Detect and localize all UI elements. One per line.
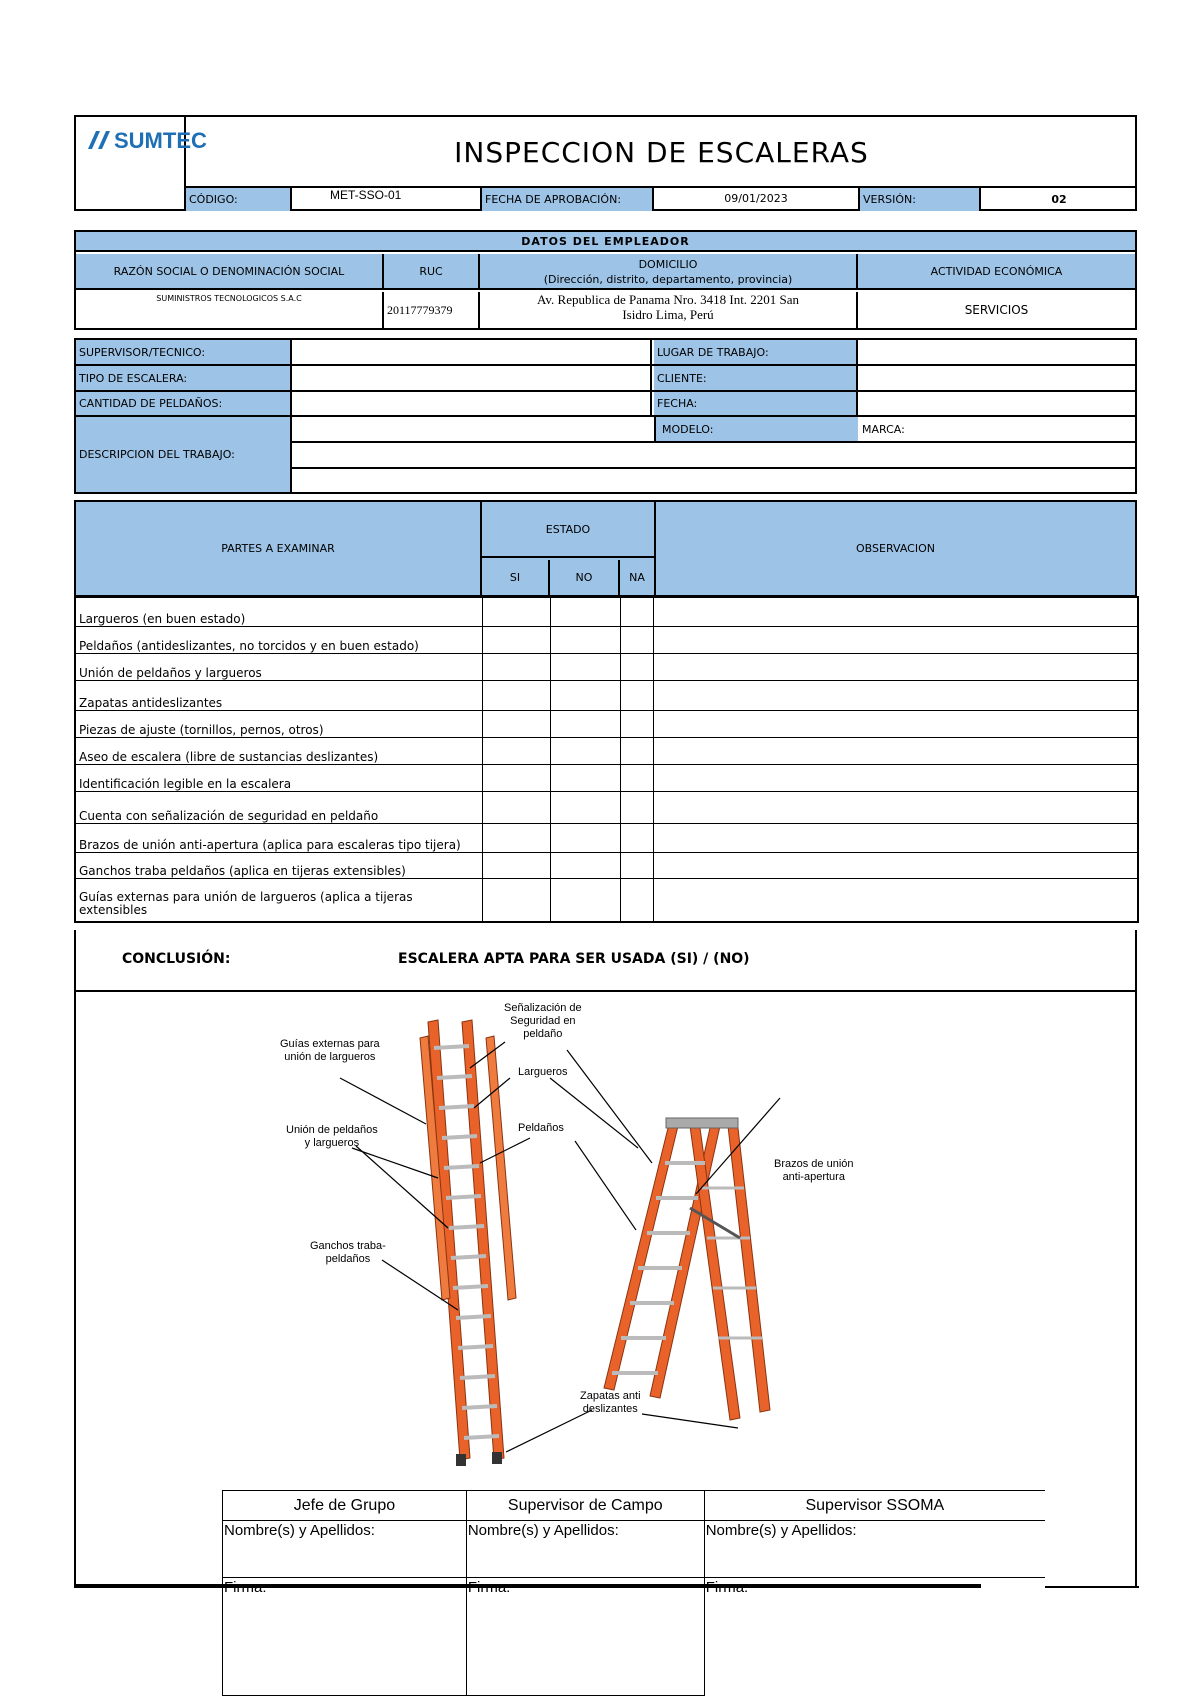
partes-header: PARTES A EXAMINAR (76, 502, 482, 595)
logo-cell (74, 115, 207, 211)
domicilio-label: DOMICILIO (638, 258, 698, 271)
employer-title: DATOS DEL EMPLEADOR (76, 232, 1135, 252)
inspection-table (74, 596, 1139, 923)
part-label: Zapatas antideslizantes (75, 680, 482, 710)
codigo-value: MET-SSO-01 (330, 188, 402, 202)
part-label: Brazos de unión anti-apertura (aplica para escaleras tipo tijera) (75, 823, 482, 852)
part-label: Identificación legible en la escalera (75, 764, 482, 791)
si-cell[interactable] (482, 597, 550, 626)
na-cell[interactable] (620, 626, 654, 653)
si-cell[interactable] (482, 710, 550, 737)
label-union: Unión de peldaños y largueros (286, 1124, 378, 1149)
part-label: Aseo de escalera (libre de sustancias deslizantes) (75, 737, 482, 764)
nombre-field-ssoma[interactable]: Nombre(s) y Apellidos: (704, 1521, 1045, 1578)
firma-field-jefe[interactable]: Firma: (223, 1578, 467, 1696)
lugar-trabajo-label: LUGAR DE TRABAJO: (654, 340, 858, 364)
domicilio-line-2: Isidro Lima, Perú (622, 307, 714, 322)
table-row (75, 597, 1138, 626)
observacion-cell[interactable] (654, 791, 1138, 823)
cantidad-peldanos-input[interactable] (294, 392, 652, 415)
si-cell[interactable] (482, 852, 550, 878)
si-cell[interactable] (482, 737, 550, 764)
observacion-cell[interactable] (654, 878, 1138, 922)
table-row (75, 823, 1138, 852)
nombre-field-jefe[interactable]: Nombre(s) y Apellidos: (223, 1521, 467, 1578)
label-zapatas: Zapatas anti deslizantes (580, 1390, 641, 1415)
signature-header-ssoma: Supervisor SSOMA (704, 1491, 1045, 1521)
no-cell[interactable] (550, 791, 620, 823)
no-cell[interactable] (550, 878, 620, 922)
conclusion-label: CONCLUSIÓN: (122, 951, 231, 967)
observacion-cell[interactable] (654, 597, 1138, 626)
signature-table (222, 1490, 1045, 1696)
observacion-cell[interactable] (654, 680, 1138, 710)
page-title: INSPECCION DE ESCALERAS (454, 135, 869, 169)
si-cell[interactable] (482, 878, 550, 922)
razon-social-value: SUMINISTROS TECNOLOGICOS S.A.C (76, 292, 384, 328)
part-label: Ganchos traba peldaños (aplica en tijeras extensibles) (75, 852, 482, 878)
no-cell[interactable] (550, 653, 620, 680)
na-cell[interactable] (620, 653, 654, 680)
marca-label: MARCA: (862, 422, 905, 436)
observacion-header: OBSERVACION (654, 502, 1135, 595)
supervisor-label: SUPERVISOR/TECNICO: (76, 340, 292, 364)
codigo-label: CÓDIGO: (186, 188, 292, 211)
version-value: 02 (1051, 193, 1067, 206)
version-label: VERSIÓN: (858, 188, 981, 211)
label-largueros: Largueros (518, 1066, 568, 1078)
conclusion-text: ESCALERA APTA PARA SER USADA (SI) / (NO) (398, 951, 750, 967)
observacion-cell[interactable] (654, 764, 1138, 791)
descripcion-input[interactable] (294, 443, 1135, 492)
signature-header-campo: Supervisor de Campo (466, 1491, 704, 1521)
firma-field-campo[interactable]: Firma: (466, 1578, 704, 1696)
ruc-value: 20117779379 (384, 292, 480, 328)
si-cell[interactable] (482, 823, 550, 852)
table-row (75, 791, 1138, 823)
razon-social-header: RAZÓN SOCIAL O DENOMINACIÓN SOCIAL (76, 254, 384, 290)
table-row (75, 710, 1138, 737)
tipo-escalera-label: TIPO DE ESCALERA: (76, 366, 292, 390)
cantidad-peldanos-label: CANTIDAD DE PELDAÑOS: (76, 392, 292, 415)
no-cell[interactable] (550, 680, 620, 710)
step-ladder-image (604, 1118, 770, 1420)
si-cell[interactable] (482, 626, 550, 653)
na-cell[interactable] (620, 680, 654, 710)
actividad-header: ACTIVIDAD ECONÓMICA (858, 254, 1135, 290)
tipo-escalera-input[interactable] (294, 366, 652, 390)
table-row (75, 764, 1138, 791)
ruc-header: RUC (384, 254, 480, 290)
estado-header: ESTADO (482, 502, 654, 558)
fecha-input[interactable] (860, 392, 1135, 415)
fecha-label: FECHA: (654, 392, 858, 415)
table-row (75, 852, 1138, 878)
si-cell[interactable] (482, 764, 550, 791)
lugar-trabajo-input[interactable] (860, 340, 1135, 364)
label-peldanos: Peldaños (518, 1122, 564, 1134)
domicilio-line-1: Av. Republica de Panama Nro. 3418 Int. 2201 San (536, 292, 800, 307)
na-cell[interactable] (620, 852, 654, 878)
label-guias: Guías externas para unión de largueros (280, 1038, 380, 1063)
part-label: Largueros (en buen estado) (75, 597, 482, 626)
part-label: Piezas de ajuste (tornillos, pernos, otros) (75, 710, 482, 737)
na-cell[interactable] (620, 791, 654, 823)
domicilio-sublabel: (Dirección, distrito, departamento, provincia) (543, 273, 793, 286)
no-cell[interactable] (550, 852, 620, 878)
descripcion-label: DESCRIPCION DEL TRABAJO: (76, 417, 292, 492)
label-senalizacion: Señalización de Seguridad en peldaño (504, 1002, 582, 1040)
logo-text: SUMTEC (114, 128, 207, 153)
na-cell[interactable] (620, 764, 654, 791)
no-cell[interactable] (550, 823, 620, 852)
no-cell[interactable] (550, 764, 620, 791)
na-cell[interactable] (620, 737, 654, 764)
domicilio-header (480, 254, 858, 290)
logo-mark-icon (84, 127, 114, 153)
part-label: Peldaños (antideslizantes, no torcidos y en buen estado) (75, 626, 482, 653)
si-cell[interactable] (482, 791, 550, 823)
na-cell[interactable] (620, 597, 654, 626)
observacion-cell[interactable] (654, 823, 1138, 852)
no-cell[interactable] (550, 737, 620, 764)
si-cell[interactable] (482, 653, 550, 680)
cliente-input[interactable] (860, 366, 1135, 390)
na-cell[interactable] (620, 878, 654, 922)
table-row (75, 653, 1138, 680)
extension-ladder-image (420, 1020, 516, 1466)
na-cell[interactable] (620, 710, 654, 737)
firma-field-ssoma[interactable]: Firma: (704, 1578, 1045, 1696)
actividad-value: SERVICIOS (964, 303, 1029, 317)
cliente-label: CLIENTE: (654, 366, 858, 390)
na-cell[interactable] (620, 823, 654, 852)
no-cell[interactable] (550, 710, 620, 737)
nombre-field-campo[interactable]: Nombre(s) y Apellidos: (466, 1521, 704, 1578)
part-label: Guías externas para unión de largueros (aplica a tijeras extensibles (75, 878, 482, 922)
observacion-cell[interactable] (654, 626, 1138, 653)
part-label: Cuenta con señalización de seguridad en peldaño (75, 791, 482, 823)
fecha-aprobacion-label: FECHA DE APROBACIÓN: (480, 188, 654, 211)
observacion-cell[interactable] (654, 737, 1138, 764)
part-label: Unión de peldaños y largueros (75, 653, 482, 680)
fecha-aprobacion-value: 09/01/2023 (724, 191, 788, 205)
table-row (75, 878, 1138, 922)
table-row (75, 680, 1138, 710)
supervisor-input[interactable] (294, 340, 652, 364)
observacion-cell[interactable] (654, 852, 1138, 878)
na-header: NA (629, 571, 645, 584)
table-row (75, 626, 1138, 653)
table-row (75, 737, 1138, 764)
diagram-bottom-line-right (1045, 1586, 1139, 1588)
modelo-label: MODELO: (654, 417, 858, 441)
label-ganchos: Ganchos traba- peldaños (310, 1240, 386, 1265)
observacion-cell[interactable] (654, 710, 1138, 737)
no-header: NO (550, 560, 620, 595)
si-header: SI (482, 560, 550, 595)
signature-header-jefe: Jefe de Grupo (223, 1491, 467, 1521)
label-brazos: Brazos de unión anti-apertura (774, 1158, 854, 1183)
observacion-cell[interactable] (654, 653, 1138, 680)
no-cell[interactable] (550, 626, 620, 653)
domicilio-value (480, 292, 858, 328)
si-cell[interactable] (482, 680, 550, 710)
no-cell[interactable] (550, 597, 620, 626)
